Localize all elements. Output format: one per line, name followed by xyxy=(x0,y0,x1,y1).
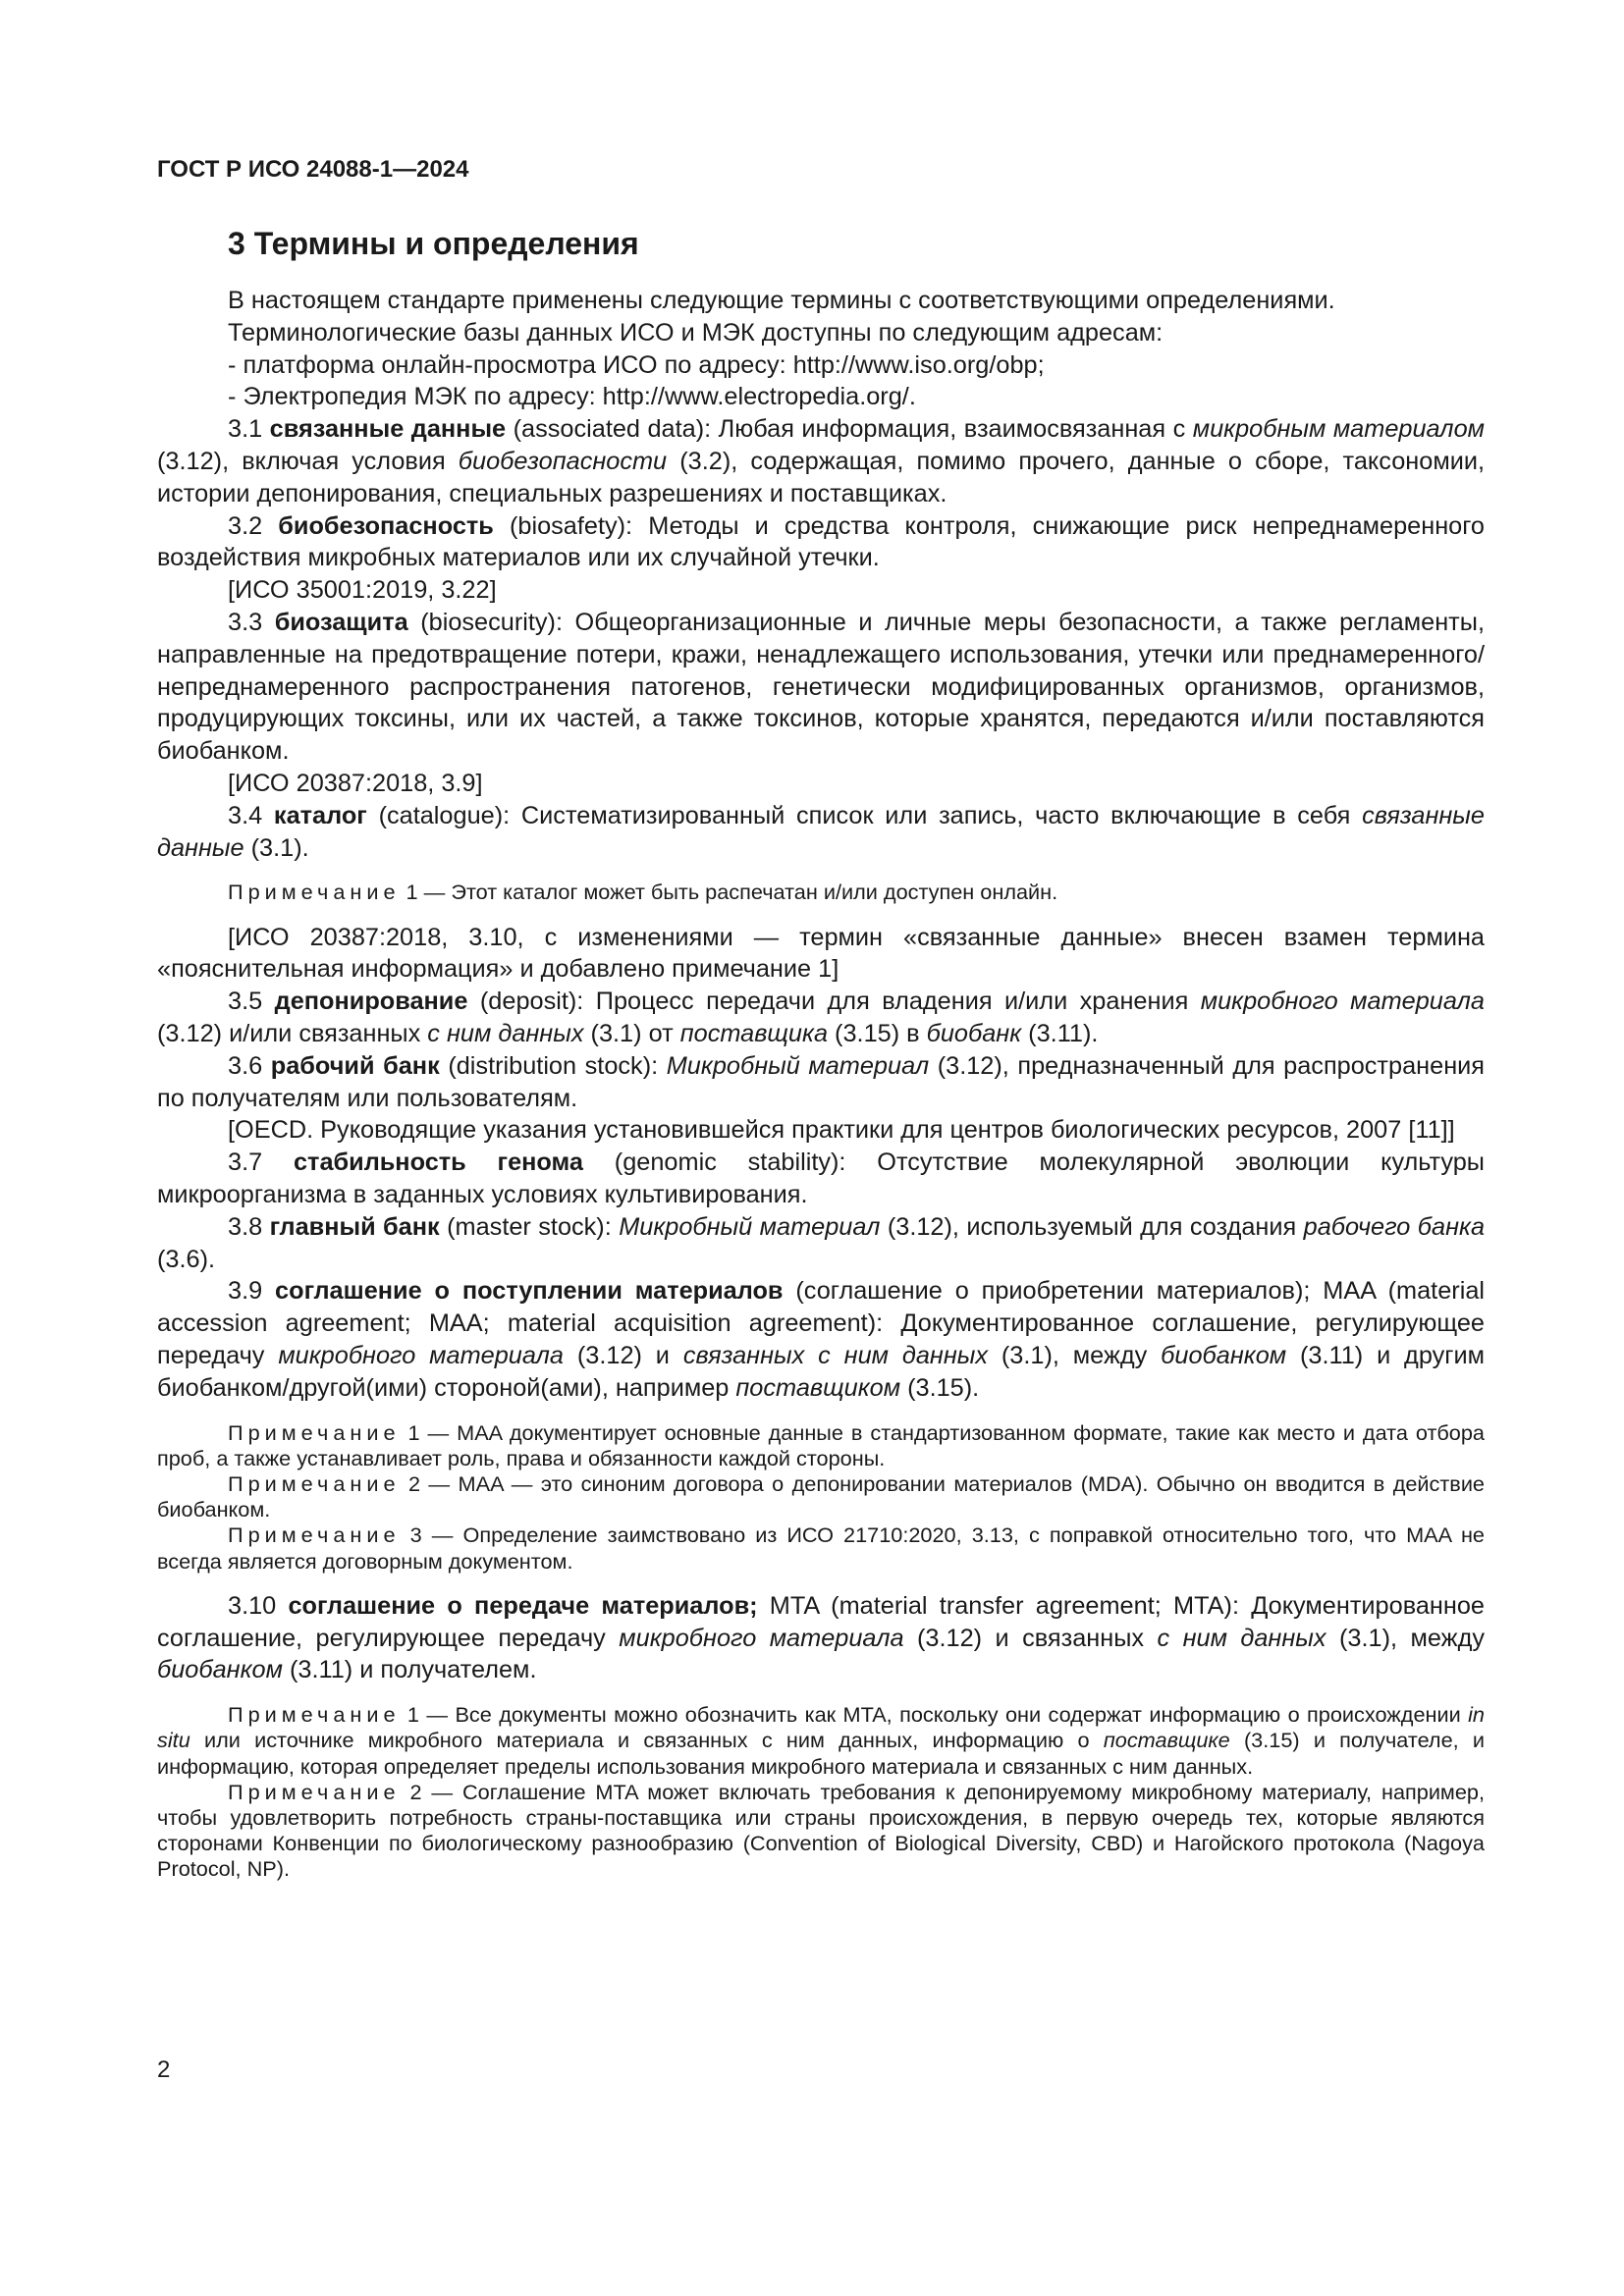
term-3-2: 3.2 биобезопасность (biosafety): Методы и средства контроля, снижающие риск непреднамеренного воздействия микробных материалов или их случайной утечки. xyxy=(157,511,1485,572)
term-3-4-reference: [ИСО 20387:2018, 3.10, с изменениями — термин «связанные данные» внесен взамен термина «пояснительная информация» и добавлено примечание 1] xyxy=(157,923,1485,984)
intro-line-2: Терминологические базы данных ИСО и МЭК доступны по следующим адресам: xyxy=(228,318,1164,347)
term-3-4: 3.4 каталог (catalogue): Систематизированный список или запись, часто включающие в себя связанные данные (3.1). xyxy=(157,801,1485,862)
term-3-2-reference: [ИСО 35001:2019, 3.22] xyxy=(228,576,497,605)
term-3-8: 3.8 главный банк (master stock): Микробный материал (3.12), используемый для создания рабочего банка (3.6). xyxy=(157,1212,1486,1273)
page-content xyxy=(157,222,1485,1883)
term-3-10: 3.10 соглашение о передаче материалов; MTA (material transfer agreement; MTA): Документированное соглашение, регулирующее передачу микробного материала (3.12) и связанных с ним данных (3.1), между биобанком (3.11) и получателем. xyxy=(157,1591,1485,1684)
term-3-10-note-2: Примечание 2 — Соглашение MTA может включать требования к депонируемому микробному материалу, например, чтобы удовлетворить потребность страны-поставщика или страны происхождения, в первую очередь тех, которые являются сторонами Конвенции по биологическому разнообразию (Convention of Biological Diversity, CBD) и Нагойского протокола (Nagoya Protocol, NP). xyxy=(157,1779,1485,1882)
term-3-4-note: Примечание 1 — Этот каталог может быть распечатан и/или доступен онлайн. xyxy=(228,880,1058,905)
term-3-5: 3.5 депонирование (deposit): Процесс передачи для владения и/или хранения микробного материала (3.12) и/или связанных с ним данных (3.1) от поставщика (3.15) в биобанк (3.11). xyxy=(157,988,1485,1047)
intro-line-4: - Электропедия МЭК по адресу: http://www.electropedia.org/. xyxy=(228,383,916,411)
term-3-10-note-1: Примечание 1 — Все документы можно обозначить как MTA, поскольку они содержат информацию о происхождении in situ или источнике микробного материала и связанных с ним данных, информацию о поставщике (3.15) и получателе, и информацию, которая определяет пределы использования микробного материала и связанных с ним данных. xyxy=(157,1702,1486,1779)
term-name: соглашение о поступлении материалов xyxy=(275,1277,784,1306)
term-3-3-reference: [ИСО 20387:2018, 3.9] xyxy=(228,769,483,797)
intro-line-3: - платформа онлайн-просмотра ИСО по адресу: http://www.iso.org/obp; xyxy=(228,350,1045,379)
page-number: 2 xyxy=(157,2056,171,2083)
term-3-7: 3.7 стабильность генома (genomic stability): Отсутствие молекулярной эволюции культуры микроорганизма в заданных условиях культивирования. xyxy=(157,1148,1485,1208)
term-name: соглашение о передаче материалов; xyxy=(288,1591,758,1620)
term-name: депонирование xyxy=(274,988,468,1016)
term-name: рабочий банк xyxy=(270,1051,440,1080)
term-name: связанные данные xyxy=(269,415,507,444)
term-name: главный банк xyxy=(269,1212,440,1241)
term-3-9-note-2: Примечание 2 — MAA — это синоним договора о депонировании материалов (MDA). Обычно он вводится в действие биобанком. xyxy=(157,1470,1485,1522)
term-name: биобезопасность xyxy=(278,511,494,540)
term-3-6-reference: [OECD. Руководящие указания установившейся практики для центров биологических ресурсов, 2007 [11]] xyxy=(228,1116,1455,1145)
term-3-9-note-3: Примечание 3 — Определение заимствовано из ИСО 21710:2020, 3.13, с поправкой относительно того, что MAA не всегда является договорным документом. xyxy=(157,1522,1485,1574)
intro-line-1: В настоящем стандарте применены следующие термины с соответствующими определениями. xyxy=(228,287,1335,314)
term-3-3: 3.3 биозащита (biosecurity): Общеорганизационные и личные меры безопасности, а также регламенты, направленные на предотвращение потери, кражи, ненадлежащего использования, утечки или преднамеренного/непреднамеренного распространения патогенов, генетически модифицированных организмов, организмов, продуцирующих токсины, или их частей, а также токсинов, которые хранятся, передаются и/или поставляются биобанком. xyxy=(157,608,1485,766)
document-id: ГОСТ Р ИСО 24088-1—2024 xyxy=(157,156,469,183)
term-name: биозащита xyxy=(274,608,408,636)
term-3-6: 3.6 рабочий банк (distribution stock): Микробный материал (3.12), предназначенный для распространения по получателям или пользователям. xyxy=(157,1051,1485,1112)
section-title: 3 Термины и определения xyxy=(228,226,639,261)
term-name: каталог xyxy=(273,801,367,829)
term-name: стабильность генома xyxy=(293,1148,583,1177)
term-3-1: 3.1 связанные данные (associated data): Любая информация, взаимосвязанная с микробным материалом (3.12), включая условия биобезопасности (3.2), содержащая, помимо прочего, данные о сборе, таксономии, истории депонирования, специальных разрешениях и поставщиках. xyxy=(157,415,1485,507)
term-3-9: 3.9 соглашение о поступлении материалов (соглашение о приобретении материалов); MAA (material accession agreement; MAA; material acquisition agreement): Документированное соглашение, регулирующее передачу микробного материала (3.12) и связанных с ним данных (3.1), между биобанком (3.11) и другим биобанком/другой(ими) стороной(ами), например поставщиком (3.15). xyxy=(157,1277,1486,1402)
term-3-9-note-1: Примечание 1 — MAA документирует основные данные в стандартизованном формате, такие как место и дата отбора проб, а также устанавливает роль, права и обязанности каждой стороны. xyxy=(157,1419,1485,1470)
